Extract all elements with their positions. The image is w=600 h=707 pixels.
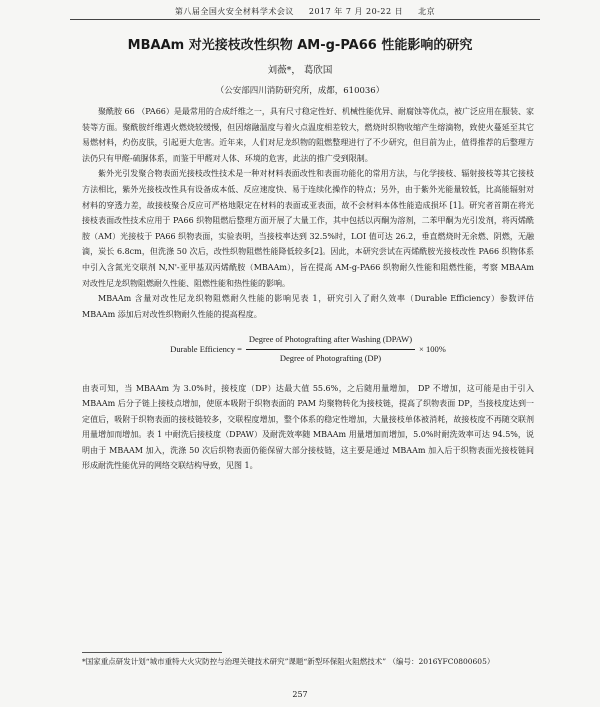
conference-date: 2017 年 7 月 20-22 日: [308, 7, 404, 16]
durable-efficiency-formula: [82, 332, 534, 366]
page-number: 257: [292, 690, 308, 699]
paragraph-intro: 聚酰胺 66 （PA66）是最常用的合成纤维之一，具有尺寸稳定性好、机械性能优异、耐腐蚀等优点，被广泛应用在服装、家装等方面。聚酰胺纤维遇火燃烧较缓慢，但因熔融温度与着火点温度相差较大，燃烧时织物收缩产生熔滴物，致使火蔓延至其它易燃材料，灼伤皮肤，引起更大危害。近年来，人们对尼龙织物的阻燃整理进行了不少研究，但目前为止，值得推荐的后整理方法仍只有甲醛-硫脲体系，而鉴于甲醛对人体、环境的危害，此法的推广受到限制。: [82, 107, 534, 163]
conference-name: 第八届全国火安全材料学术会议: [174, 7, 294, 16]
paper-title: MBAAm 对光接枝改性织物 AM-g-PA66 性能影响的研究: [127, 38, 473, 53]
paper-affiliation: （公安部四川消防研究所，成都，610036）: [215, 86, 385, 96]
footnote-divider: [82, 652, 222, 653]
formula-denominator: Degree of Photografting (DP): [279, 352, 382, 363]
formula-lhs: Durable Efficiency =: [170, 343, 242, 354]
footnote: *国家重点研发计划“城市重特大火灾防控与治理关键技术研究”课题“新型环保阻火阻燃技术” （编号：2016YFC0800605）: [82, 657, 495, 666]
paragraph-uv-grafting: 紫外光引发聚合物表面光接枝改性技术是一种对材料表面改性和表面功能化的常用方法，与化学接枝、辐射接枝等其它接枝方法相比，紫外光接枝改性具有设备成本低、反应速度快、易于连续化操作的特点；另外，由于紫外光能量较低，比高能辐射对材料的穿透力差，故接枝聚合反应可严格地限定在材料的表面或亚表面，故不会材料本体性能造成损坏 [1]。研究者首期在将光接枝表面改性技术应用于 PA66 织物阻燃后整理方面开展了大量工作，其中包括以丙酮为溶剂，二苯甲酮为光引发剂，将丙烯酰胺（AM）光接枝于 PA66 织物表面，实验表明，当接枝率达到 32.5%时，LOI 值可达 26.2，垂直燃烧时无余燃、阴燃，无融滴，炭长 6.8cm，但洗涤 50 次后，改性织物阻燃性能降低较多[2]。因此，本研究尝试在丙烯酰胺光接枝改性 PA66 织物体系中引入含氮光交联剂 N,N'-亚甲基双丙烯酰胺（MBAAm），旨在提高 AM-g-PA66 织物耐久性能和阻燃性能，考察 MBAAm 对改性尼龙织物阻燃耐久性能、阻燃性能和热性能的影响。: [82, 169, 534, 288]
formula-suffix: × 100%: [419, 343, 446, 354]
formula-fraction: [246, 332, 415, 366]
paragraph-results: 由表可知，当 MBAAm 为 3.0%时，接枝度（DP）达最大值 55.6%，之后随用量增加， DP 不增加，这可能是由于引入 MBAAm 后分子链上接枝点增加，使原本吸附于织物表面的 PAM 均聚物转化为接枝链，提高了织物表面 DP，当接枝度达到一定值后，吸附于织物表面的接枝链较多，交联程度增加，整个体系的稳定性增加，大量接枝单体被消耗，故接枝度不再随交联剂用量增加而增加。表 1 中耐洗后接枝度（DPAW）及耐洗效率随 MBAAm 用量增加而增加，5.0%时耐洗效率可达 94.5%，说明由于 MBAAM 加入，洗涤 50 次后织物表面仍能保留大部分接枝链，这主要是通过 MBAAm 加入后于织物表面光接枝链间形成耐洗性能优异的网络交联结构导致，见图 1。: [82, 383, 534, 471]
running-header: [70, 6, 540, 20]
paper-authors: 刘薇*， 葛欣国: [267, 65, 333, 76]
formula-numerator: Degree of Photografting after Washing (DPAW): [246, 332, 415, 350]
conference-city: 北京: [418, 7, 436, 16]
paragraph-durable-efficiency: MBAAm 含量对改性尼龙织物阻燃耐久性能的影响见表 1，研究引入了耐久效率（Durable Efficiency）参数评估 MBAAm 添加后对改性织物耐久性能的提高程度。: [82, 294, 534, 319]
paper-body: [82, 104, 534, 474]
